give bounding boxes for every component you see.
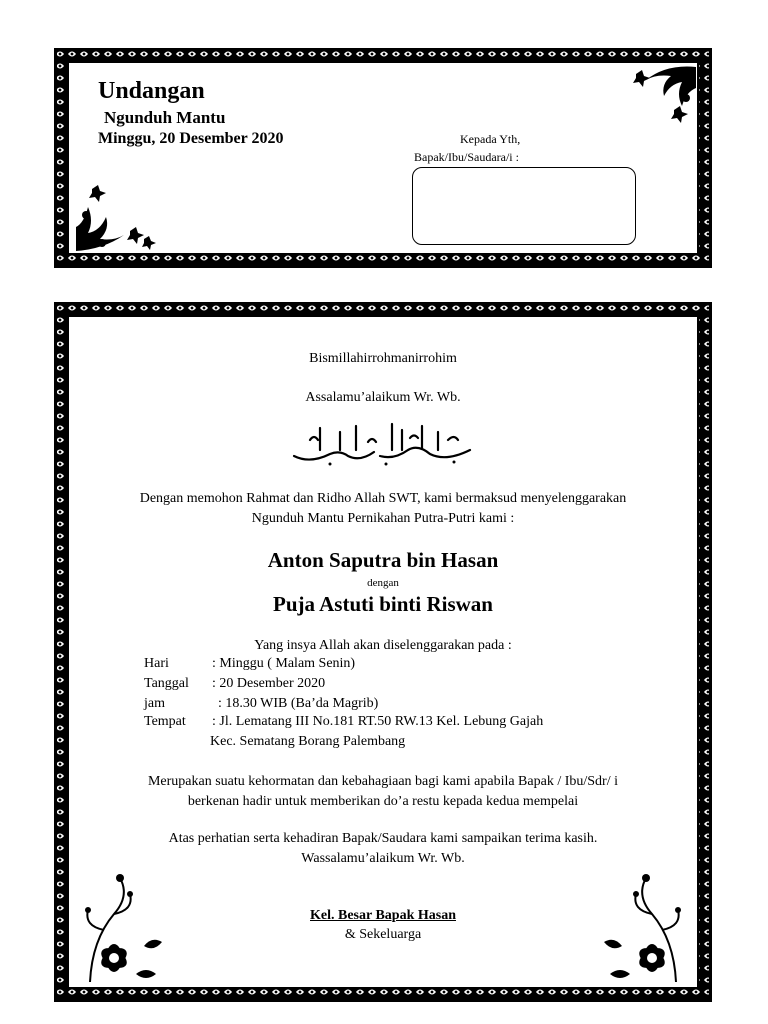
detail-tanggal-label: Tanggal bbox=[144, 676, 189, 691]
detail-jam-label: jam bbox=[144, 696, 165, 711]
floral-corner-ornament-icon bbox=[74, 179, 164, 254]
detail-hari-label: Hari bbox=[144, 656, 169, 671]
detail-tanggal-value: : 20 Desember 2020 bbox=[212, 676, 326, 691]
detail-hari-value: : Minggu ( Malam Senin) bbox=[212, 656, 356, 671]
invitation-title: Undangan bbox=[98, 78, 205, 104]
connector-text: dengan bbox=[367, 577, 399, 589]
invitation-card bbox=[54, 302, 712, 1002]
thanks-line: Atas perhatian serta kehadiran Bapak/Saudara kami sampaikan terima kasih. bbox=[168, 831, 598, 846]
floral-corner-ornament-icon bbox=[616, 62, 696, 132]
honor-line-1: Merupakan suatu kehormatan dan kebahagiaan bagi kami apabila Bapak / Ibu/Sdr/ i bbox=[147, 774, 618, 789]
floral-corner-ornament-icon bbox=[74, 870, 174, 988]
addressee-label: Bapak/Ibu/Saudara/i : bbox=[414, 150, 519, 164]
to-label: Kepada Yth, bbox=[460, 132, 521, 146]
groom-name: Anton Saputra bin Hasan bbox=[267, 548, 499, 572]
bismillah-calligraphy-icon bbox=[290, 420, 476, 468]
invitation-subtitle: Ngunduh Mantu bbox=[104, 108, 226, 127]
detail-tempat-value-2: Kec. Sematang Borang Palembang bbox=[210, 734, 406, 749]
signature: Kel. Besar Bapak Hasan bbox=[310, 908, 456, 923]
detail-tempat-label: Tempat bbox=[144, 714, 186, 729]
honor-line-2: berkenan hadir untuk memberikan do’a restu kepada kedua mempelai bbox=[187, 794, 579, 809]
detail-jam-value: : 18.30 WIB (Ba’da Magrib) bbox=[218, 696, 379, 711]
greeting: Assalamu’alaikum Wr. Wb. bbox=[305, 390, 461, 405]
event-date: Minggu, 20 Desember 2020 bbox=[98, 130, 284, 147]
address-box[interactable] bbox=[412, 167, 636, 245]
intro-line-1: Dengan memohon Rahmat dan Ridho Allah SWT, kami bermaksud menyelenggarakan bbox=[139, 491, 627, 506]
envelope-card bbox=[54, 48, 712, 268]
bismillah-text: Bismillahirrohmanirrohim bbox=[309, 351, 457, 366]
detail-tempat-value: : Jl. Lematang III No.181 RT.50 RW.13 Kel. Lebung Gajah bbox=[212, 714, 544, 729]
signature-family: & Sekeluarga bbox=[344, 927, 422, 942]
event-intro: Yang insya Allah akan diselenggarakan pada : bbox=[254, 638, 512, 653]
intro-line-2: Ngunduh Mantu Pernikahan Putra-Putri kami : bbox=[251, 511, 515, 526]
bride-name: Puja Astuti binti Riswan bbox=[273, 592, 493, 616]
floral-corner-ornament-icon bbox=[592, 870, 692, 988]
closing-greeting: Wassalamu’alaikum Wr. Wb. bbox=[301, 851, 465, 866]
